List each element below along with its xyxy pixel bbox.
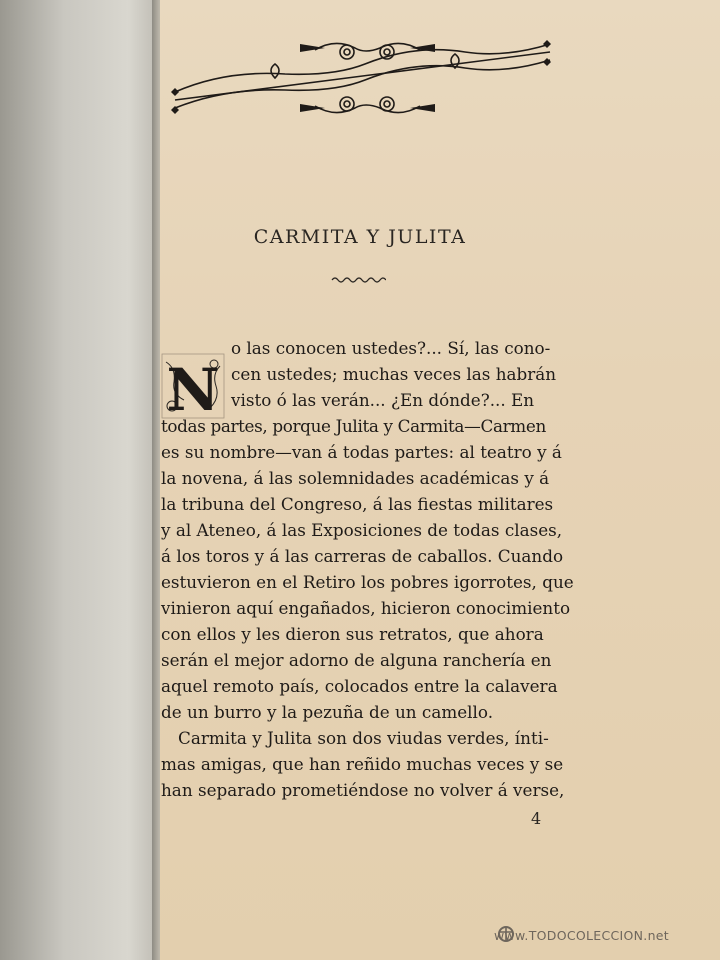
- text-line: cen ustedes; muchas veces las habrán: [231, 364, 557, 384]
- text-line: visto ó las verán... ¿En dónde?... En: [231, 390, 535, 410]
- text-line: Carmita y Julita son dos viudas verdes, ínti-: [178, 728, 549, 748]
- text-line: mas amigas, que han reñido muchas veces y se: [161, 754, 564, 774]
- chapter-title: CARMITA Y JULITA: [253, 226, 467, 248]
- ornamental-header-icon: [165, 30, 560, 125]
- text-line: á los toros y á las carreras de caballos. Cuando: [161, 546, 564, 566]
- text-line: es su nombre—van á todas partes: al teatro y á: [161, 442, 562, 462]
- watermark-text: www.TODOCOLECCION.net: [494, 928, 669, 943]
- text-line: la novena, á las solemnidades académicas y á: [161, 468, 550, 488]
- text-line: aquel remoto país, colocados entre la calavera: [161, 676, 558, 696]
- text-line: y al Ateneo, á las Exposiciones de todas clases,: [161, 520, 563, 540]
- text-line: han separado prometiéndose no volver á verse,: [161, 780, 565, 800]
- drop-cap-letter: N: [166, 356, 220, 420]
- text-line: con ellos y les dieron sus retratos, que ahora: [161, 624, 544, 644]
- text-line: de un burro y la pezuña de un camello.: [161, 702, 494, 722]
- text-line: estuvieron en el Retiro los pobres igorrotes, que: [161, 572, 574, 592]
- text-line: vinieron aquí engañados, hicieron conocimiento: [161, 598, 571, 618]
- decorated-drop-cap: [160, 352, 226, 420]
- page-number: 4: [531, 809, 542, 828]
- text-line: serán el mejor adorno de alguna ranchería en: [161, 650, 552, 670]
- text-line: o las conocen ustedes?... Sí, las cono-: [231, 338, 551, 358]
- title-divider-icon: [330, 275, 386, 285]
- text-line: la tribuna del Congreso, á las fiestas militares: [161, 494, 554, 514]
- text-line: todas partes, porque Julita y Carmita—Carmen: [161, 416, 546, 436]
- left-page: [0, 0, 160, 960]
